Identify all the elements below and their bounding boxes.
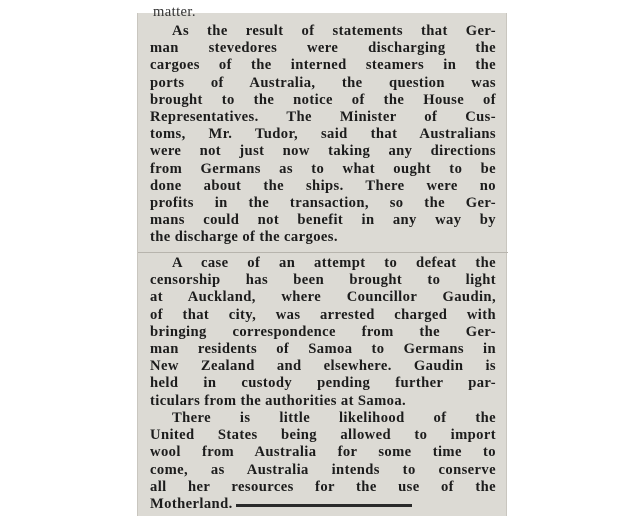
paragraph-censorship: [150, 255, 496, 410]
text-line: As the result of statements that Ger-: [172, 23, 496, 39]
text-line: profits in the transaction, so the Ger-: [150, 194, 496, 211]
newspaper-clipping: [137, 4, 507, 516]
text-line: wool from Australia for some time to: [150, 444, 496, 461]
text-line: were not just now taking any directions: [150, 143, 496, 160]
paragraph-stevedores: [150, 23, 496, 246]
text-line: man residents of Samoa to Germans in: [150, 340, 496, 357]
text-line: censorship has been brought to light: [150, 272, 496, 289]
text-line: man stevedores were discharging the: [150, 40, 496, 57]
paper-fold-line: [138, 252, 508, 253]
text-line: toms, Mr. Tudor, said that Australians: [150, 126, 496, 143]
cut-off-text: matter.: [153, 4, 196, 20]
end-of-article-rule: [236, 504, 412, 507]
text-line: at Auckland, where Councillor Gaudin,: [150, 289, 496, 306]
text-line: There is little likelihood of the: [172, 410, 496, 426]
text-line: come, as Australia intends to conserve: [150, 461, 496, 478]
text-line: brought to the notice of the House of: [150, 91, 496, 108]
text-line: Motherland.: [150, 495, 233, 512]
text-line: of that city, was arrested charged with: [150, 306, 496, 323]
text-line: A case of an attempt to defeat the: [172, 255, 496, 271]
text-line: all her resources for the use of the: [150, 478, 496, 495]
text-line: cargoes of the interned steamers in the: [150, 57, 496, 74]
text-line: bringing correspondence from the Ger-: [150, 323, 496, 340]
text-line: ports of Australia, the question was: [150, 74, 496, 91]
text-line: Representatives. The Minister of Cus-: [150, 108, 496, 125]
text-line: ticulars from the authorities at Samoa.: [150, 392, 407, 409]
text-line: done about the ships. There were no: [150, 177, 496, 194]
text-line: from Germans as to what ought to be: [150, 160, 496, 177]
text-line: New Zealand and elsewhere. Gaudin is: [150, 358, 496, 375]
text-line: the discharge of the cargoes.: [150, 229, 338, 246]
text-line: mans could not benefit in any way by: [150, 212, 496, 229]
text-line: United States being allowed to import: [150, 427, 496, 444]
paragraph-wool: [150, 410, 496, 513]
text-line: held in custody pending further par-: [150, 375, 496, 392]
cut-off-line: [153, 4, 499, 21]
